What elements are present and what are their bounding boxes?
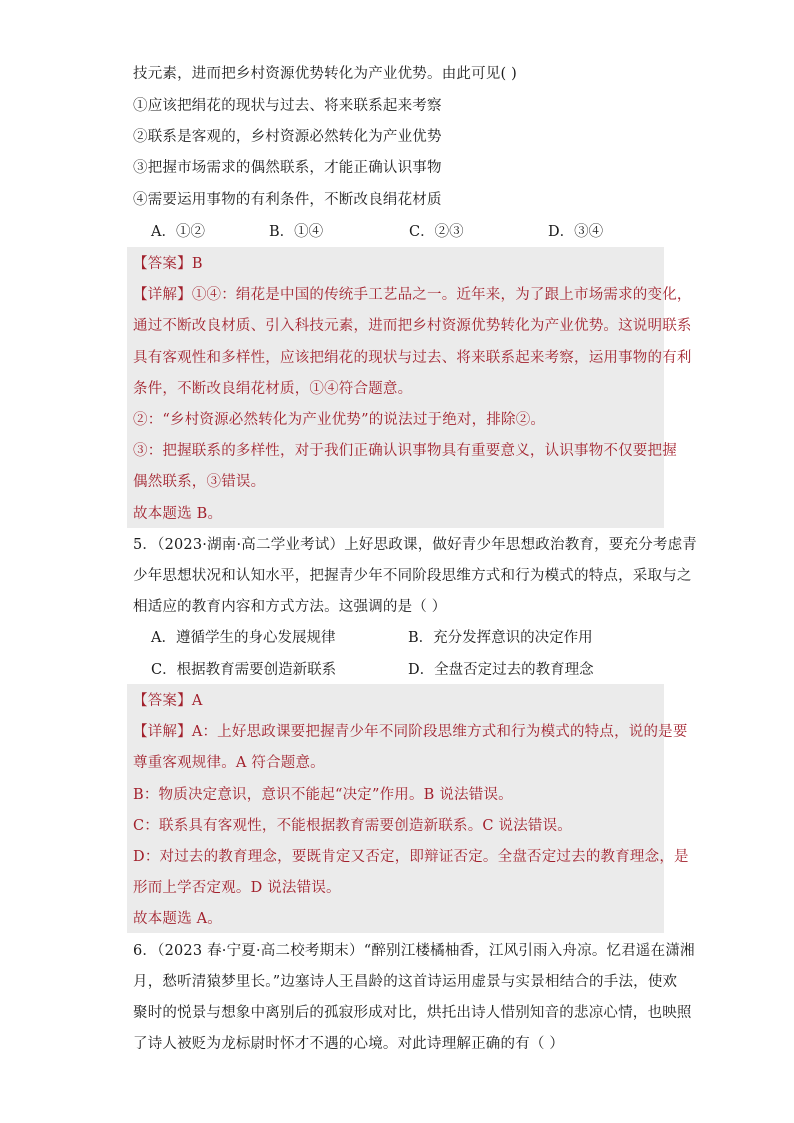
q4-answer bbox=[133, 254, 663, 274]
q5-option-d: D．全盘否定过去的教育理念 bbox=[408, 662, 594, 678]
q5-option-b: B．充分发挥意识的决定作用 bbox=[408, 630, 593, 646]
q5-conclusion: 故本题选 A。 bbox=[133, 911, 222, 927]
q5-answer-value: A bbox=[191, 693, 203, 709]
q4-conclusion: 故本题选 B。 bbox=[133, 506, 223, 522]
q4-item-3: ③把握市场需求的偶然联系，才能正确认识事物 bbox=[133, 160, 442, 176]
q4-detail-line-7: 偶然联系，③错误。 bbox=[133, 474, 266, 490]
q4-item-4: ④需要运用事物的有利条件，不断改良绢花材质 bbox=[133, 192, 442, 208]
q5-options-row-2 bbox=[151, 660, 671, 680]
q4-item-2: ②联系是客观的，乡村资源必然转化为产业优势 bbox=[133, 129, 442, 145]
q5-detail-line-3: B：物质决定意识，意识不能起“决定”作用。B 说法错误。 bbox=[133, 787, 513, 803]
q4-detail-line-5: ②：“乡村资源必然转化为产业优势”的说法过于绝对，排除②。 bbox=[133, 412, 546, 428]
q4-detail-line-1: 【详解】①④：绢花是中国的传统手工艺品之一。近年来，为了跟上市场需求的变化， bbox=[133, 287, 692, 303]
q4-item-1: ①应该把绢花的现状与过去、将来联系起来考察 bbox=[133, 98, 442, 114]
q5-answer bbox=[133, 691, 663, 711]
q4-detail-line-6: ③：把握联系的多样性，对于我们正确认识事物具有重要意义，认识事物不仅要把握 bbox=[133, 443, 677, 459]
q6-stem-line-3: 聚时的悦景与想象中离别后的孤寂形成对比，烘托出诗人惜别知音的悲凉心情，也映照 bbox=[133, 1005, 692, 1021]
q4-stem-tail: 技元素，进而把乡村资源优势转化为产业优势。由此可见( ) bbox=[133, 66, 518, 82]
q6-stem-line-2: 月，愁听清猿梦里长。”边塞诗人王昌龄的这首诗运用虚景与实景相结合的手法，使欢 bbox=[133, 974, 678, 990]
q5-answer-label: 【答案】 bbox=[133, 693, 192, 709]
q4-option-a: A．①② bbox=[151, 224, 205, 240]
q5-options-row-1 bbox=[151, 628, 671, 648]
q5-option-a: A．遵循学生的身心发展规律 bbox=[151, 630, 336, 646]
q4-detail-line-3: 具有客观性和多样性，应该把绢花的现状与过去、将来联系起来考察，运用事物的有利 bbox=[133, 350, 692, 366]
q5-detail-line-6: 形而上学否定观。D 说法错误。 bbox=[133, 880, 341, 896]
q6-stem-line-4: 了诗人被贬为龙标尉时怀才不遇的心境。对此诗理解正确的有（ ） bbox=[133, 1036, 565, 1052]
q5-detail-line-5: D：对过去的教育理念，要既肯定又否定，即辩证否定。全盘否定过去的教育理念，是 bbox=[133, 849, 689, 865]
q4-answer-label: 【答案】 bbox=[133, 256, 192, 272]
q5-detail-label: 【详解】 bbox=[133, 724, 192, 740]
q4-options bbox=[151, 222, 671, 242]
q4-detail-line-2: 通过不断改良材质、引入科技元素，进而把乡村资源优势转化为产业优势。这说明联系 bbox=[133, 318, 692, 334]
q5-stem-line-2: 少年思想状况和认知水平，把握青少年不同阶段思维方式和行为模式的特点，采取与之 bbox=[133, 568, 692, 584]
q4-option-b: B．①④ bbox=[269, 224, 324, 240]
q5-stem-line-3: 相适应的教育内容和方式方法。这强调的是（ ） bbox=[133, 599, 447, 615]
q5-option-c: C．根据教育需要创造新联系 bbox=[151, 662, 337, 678]
q6-stem-line-1: 6．（2023 春·宁夏·高二校考期末）“醉别江楼橘柚香，江风引雨入舟凉。忆君遥在潇湘 bbox=[133, 943, 695, 959]
q4-detail-line-4: 条件，不断改良绢花材质，①④符合题意。 bbox=[133, 381, 413, 397]
q5-detail-line-2: 尊重客观规律。A 符合题意。 bbox=[133, 755, 325, 771]
q5-stem-line-1: 5．（2023·湖南·高二学业考试）上好思政课，做好青少年思想政治教育，要充分考虑青 bbox=[133, 537, 697, 553]
q4-answer-value: B bbox=[191, 256, 203, 272]
q4-option-d: D．③④ bbox=[548, 224, 604, 240]
q5-detail-line-4: C：联系具有客观性，不能根据教育需要创造新联系。C 说法错误。 bbox=[133, 818, 572, 834]
q5-detail-line-1: 【详解】A：上好思政课要把握青少年不同阶段思维方式和行为模式的特点，说的是要 bbox=[133, 724, 688, 740]
q4-option-c: C．②③ bbox=[409, 224, 464, 240]
q4-detail-label: 【详解】 bbox=[133, 287, 192, 303]
